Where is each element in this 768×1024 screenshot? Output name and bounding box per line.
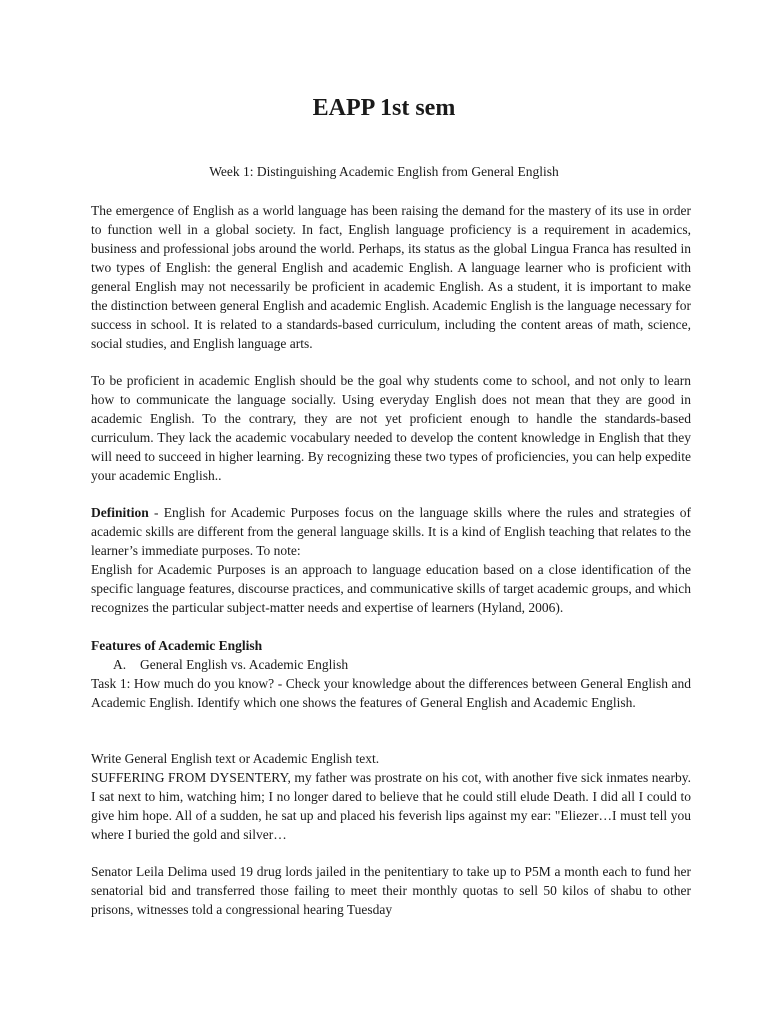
paragraph-emergence-of-english [91,201,691,353]
features-list-item [91,655,691,674]
paragraph-academic-proficiency [91,371,691,485]
task-1-text: Task 1: How much do you know? - Check your knowledge about the differences between General English and Academic English. Identify which one shows the features of General English and Academic English. [91,676,691,710]
list-item-marker: A. [113,657,127,672]
write-section [91,749,691,844]
sample-text-senator: Senator Leila Delima used 19 drug lords jailed in the penitentiary to take up to P5M a month each to fund her senatorial bid and transferred those failing to meet their monthly quotas to sell 50 kilos of shabu to other prisons, witnesses told a congressional hearing Tuesday [91,864,691,917]
definition-text: - English for Academic Purposes focus on the language skills where the rules and strategies of academic skills are different from the general language skills. It is a kind of English teaching that relates to the learner’s immediate purposes. To note: [91,505,691,558]
write-instruction: Write General English text or Academic English text. [91,751,380,766]
document-title: EAPP 1st sem [312,95,456,121]
paragraph-2-text: To be proficient in academic English should be the goal why students come to school, and not only to learn how to communicate the language socially. Using everyday English does not mean that they are good in academic English. To the contrary, they are not yet proficient enough to handle the standards-based curriculum. They lack the academic vocabulary needed to develop the content knowledge in English that they will need to succeed in higher learning. By recognizing these two types of proficiencies, you can help expedite your academic English.. [91,373,691,483]
definition-label: Definition [91,505,149,520]
list-item-label: General English vs. Academic English [140,657,349,672]
definition-section [91,503,691,617]
sample-text-dysentery: SUFFERING FROM DYSENTERY, my father was prostrate on his cot, with another five sick inmates nearby. I sat next to him, watching him; I no longer dared to believe that he could still elude Death. I did all I could to give him hope. All of a sudden, he sat up and placed his feverish lips against my ear: "Eliezer…I must tell you where I buried the gold and silver… [91,770,691,842]
definition-paragraph [91,503,691,560]
definition-paragraph-2: English for Academic Purposes is an approach to language education based on a close identification of the specific language features, discourse practices, and communicative skills of target academic groups, and which recognizes the particular subject-matter needs and expertise of learners (Hyland, 2006). [91,562,691,615]
sample-text-senator-section [91,862,691,919]
features-heading: Features of Academic English [91,638,263,653]
paragraph-1-text: The emergence of English as a world language has been raising the demand for the mastery of its use in order to function well in a global society. In fact, English language proficiency is a requirement in academics, business and professional jobs around the world. Perhaps, its status as the global Lingua Franca has resulted in two types of English: the general English and academic English. A language learner who is proficient with general English may not necessarily be proficient in academic English. As a student, it is important to make the distinction between general English and academic English. Academic English is the language necessary for success in school. It is related to a standards-based curriculum, including the content areas of math, science, social studies, and English language arts. [91,203,691,351]
week-subtitle: Week 1: Distinguishing Academic English from General English [209,164,559,179]
features-section [91,636,691,712]
